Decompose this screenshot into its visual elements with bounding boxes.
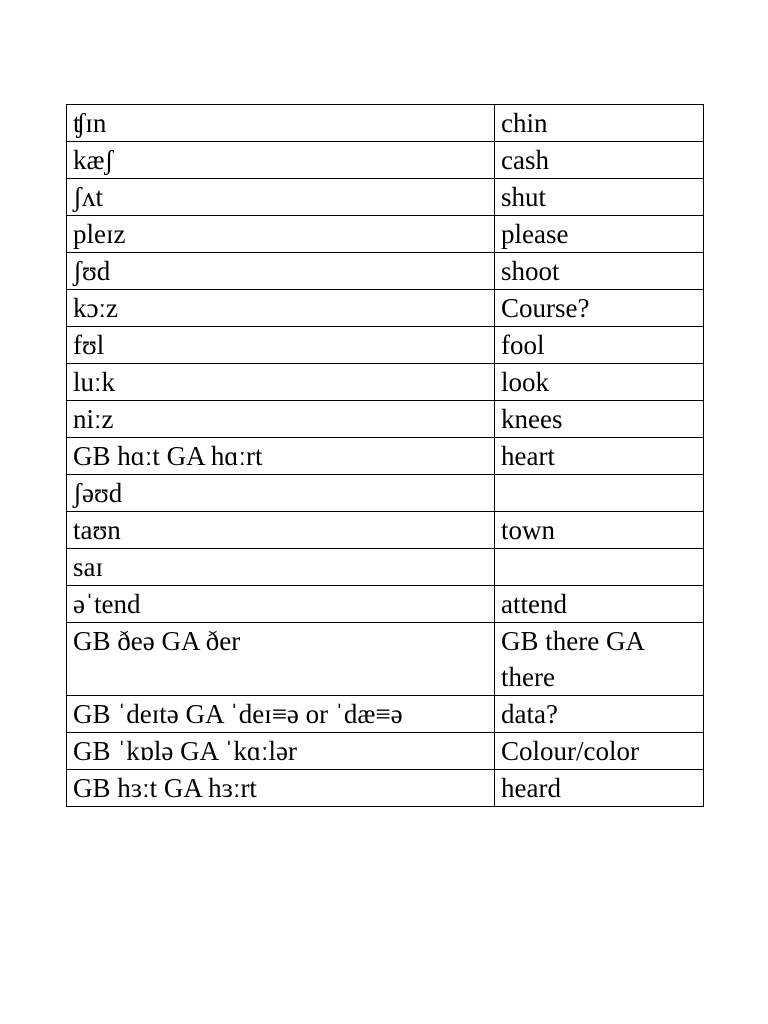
word-cell: heart: [495, 438, 704, 475]
word-cell: Colour/color: [495, 733, 704, 770]
word-cell: [495, 475, 704, 512]
ipa-cell: saɪ: [67, 549, 495, 586]
ipa-cell: ʃʌt: [67, 179, 495, 216]
ipa-cell: kɔːz: [67, 290, 495, 327]
table-row: [67, 142, 704, 179]
word-cell: knees: [495, 401, 704, 438]
table-row: [67, 733, 704, 770]
word-cell: chin: [495, 105, 704, 142]
table-row: [67, 216, 704, 253]
table-row: [67, 179, 704, 216]
word-cell: Course?: [495, 290, 704, 327]
word-cell: please: [495, 216, 704, 253]
table-row: [67, 327, 704, 364]
table-row: [67, 401, 704, 438]
ipa-cell: əˈtend: [67, 586, 495, 623]
table-row: [67, 512, 704, 549]
table-row: [67, 696, 704, 733]
transcription-table: [66, 104, 704, 807]
word-cell: town: [495, 512, 704, 549]
table-row: [67, 770, 704, 807]
table-row: [67, 290, 704, 327]
ipa-cell: ʃʊd: [67, 253, 495, 290]
ipa-cell: GB hɜːt GA hɜːrt: [67, 770, 495, 807]
ipa-cell: ʃəʊd: [67, 475, 495, 512]
word-cell: [495, 549, 704, 586]
word-cell: data?: [495, 696, 704, 733]
table-row: [67, 623, 704, 696]
table-row: [67, 438, 704, 475]
word-cell: attend: [495, 586, 704, 623]
table-row: [67, 105, 704, 142]
word-cell: shut: [495, 179, 704, 216]
ipa-cell: ʧɪn: [67, 105, 495, 142]
ipa-cell: taʊn: [67, 512, 495, 549]
ipa-cell: luːk: [67, 364, 495, 401]
table-row: [67, 549, 704, 586]
ipa-cell: GB ˈkɒlə GA ˈkɑːlər: [67, 733, 495, 770]
table-row: [67, 586, 704, 623]
word-cell: shoot: [495, 253, 704, 290]
word-cell: GB there GA there: [495, 623, 704, 696]
ipa-cell: fʊl: [67, 327, 495, 364]
ipa-cell: niːz: [67, 401, 495, 438]
ipa-cell: GB ðeə GA ðer: [67, 623, 495, 696]
ipa-cell: pleɪz: [67, 216, 495, 253]
ipa-cell: GB ˈdeɪtə GA ˈdeɪ≡ə or ˈdæ≡ə: [67, 696, 495, 733]
word-cell: cash: [495, 142, 704, 179]
word-cell: fool: [495, 327, 704, 364]
table-row: [67, 364, 704, 401]
word-cell: look: [495, 364, 704, 401]
table-row: [67, 253, 704, 290]
table-row: [67, 475, 704, 512]
ipa-cell: GB hɑːt GA hɑːrt: [67, 438, 495, 475]
word-cell: heard: [495, 770, 704, 807]
ipa-cell: kæʃ: [67, 142, 495, 179]
